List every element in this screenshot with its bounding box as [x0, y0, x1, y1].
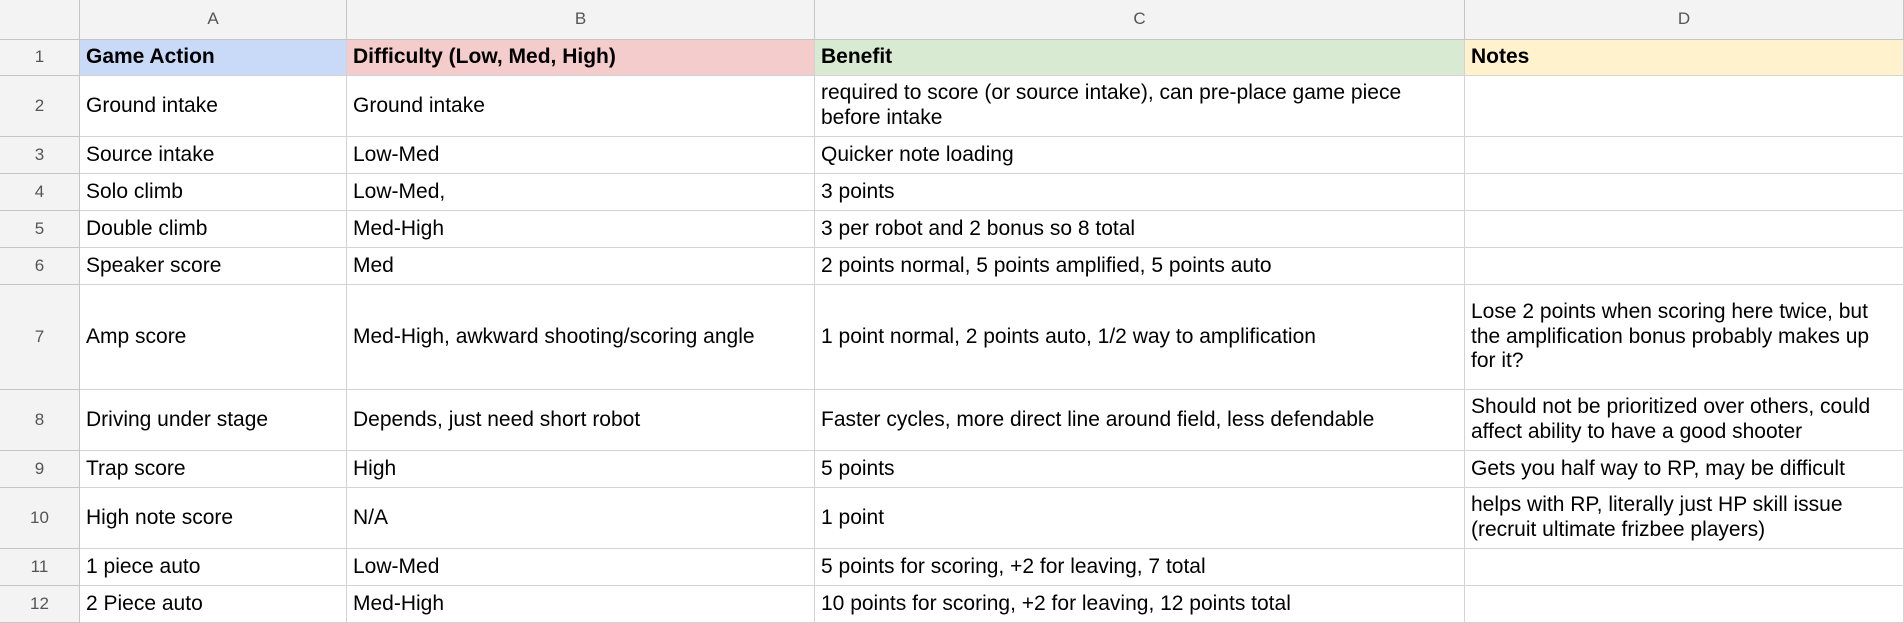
cell-a4[interactable]: Solo climb	[80, 174, 347, 211]
cell-c2[interactable]: required to score (or source intake), can pre-place game piece before intake	[815, 76, 1465, 137]
cell-d9[interactable]: Gets you half way to RP, may be difficult	[1465, 451, 1904, 488]
cell-c10[interactable]: 1 point	[815, 488, 1465, 549]
cell-a10[interactable]: High note score	[80, 488, 347, 549]
cell-b2[interactable]: Ground intake	[347, 76, 815, 137]
cell-b4[interactable]: Low-Med,	[347, 174, 815, 211]
cell-a7[interactable]: Amp score	[80, 285, 347, 390]
cell-a9[interactable]: Trap score	[80, 451, 347, 488]
cell-b7[interactable]: Med-High, awkward shooting/scoring angle	[347, 285, 815, 390]
row-header-7[interactable]: 7	[0, 285, 80, 390]
cell-a1[interactable]: Game Action	[80, 40, 347, 76]
column-header-a[interactable]: A	[80, 0, 347, 40]
cell-d3[interactable]	[1465, 137, 1904, 174]
cell-b9[interactable]: High	[347, 451, 815, 488]
cell-d10[interactable]: helps with RP, literally just HP skill issue (recruit ultimate frizbee players)	[1465, 488, 1904, 549]
cell-c1[interactable]: Benefit	[815, 40, 1465, 76]
cell-a8[interactable]: Driving under stage	[80, 390, 347, 451]
cell-a3[interactable]: Source intake	[80, 137, 347, 174]
select-all-corner[interactable]	[0, 0, 80, 40]
cell-b11[interactable]: Low-Med	[347, 549, 815, 586]
row-header-9[interactable]: 9	[0, 451, 80, 488]
cell-c3[interactable]: Quicker note loading	[815, 137, 1465, 174]
cell-a6[interactable]: Speaker score	[80, 248, 347, 285]
row-header-1[interactable]: 1	[0, 40, 80, 76]
cell-c9[interactable]: 5 points	[815, 451, 1465, 488]
row-header-11[interactable]: 11	[0, 549, 80, 586]
row-header-5[interactable]: 5	[0, 211, 80, 248]
cell-b8[interactable]: Depends, just need short robot	[347, 390, 815, 451]
cell-c6[interactable]: 2 points normal, 5 points amplified, 5 points auto	[815, 248, 1465, 285]
cell-d2[interactable]	[1465, 76, 1904, 137]
row-header-4[interactable]: 4	[0, 174, 80, 211]
row-header-6[interactable]: 6	[0, 248, 80, 285]
cell-d5[interactable]	[1465, 211, 1904, 248]
cell-d4[interactable]	[1465, 174, 1904, 211]
cell-b5[interactable]: Med-High	[347, 211, 815, 248]
cell-a2[interactable]: Ground intake	[80, 76, 347, 137]
cell-d12[interactable]	[1465, 586, 1904, 623]
cell-b3[interactable]: Low-Med	[347, 137, 815, 174]
cell-d7[interactable]: Lose 2 points when scoring here twice, but the amplification bonus probably makes up for it?	[1465, 285, 1904, 390]
cell-a11[interactable]: 1 piece auto	[80, 549, 347, 586]
row-header-8[interactable]: 8	[0, 390, 80, 451]
cell-a12[interactable]: 2 Piece auto	[80, 586, 347, 623]
cell-b12[interactable]: Med-High	[347, 586, 815, 623]
row-header-3[interactable]: 3	[0, 137, 80, 174]
cell-a5[interactable]: Double climb	[80, 211, 347, 248]
cell-d8[interactable]: Should not be prioritized over others, could affect ability to have a good shooter	[1465, 390, 1904, 451]
row-header-12[interactable]: 12	[0, 586, 80, 623]
cell-d11[interactable]	[1465, 549, 1904, 586]
cell-c5[interactable]: 3 per robot and 2 bonus so 8 total	[815, 211, 1465, 248]
cell-d1[interactable]: Notes	[1465, 40, 1904, 76]
cell-c12[interactable]: 10 points for scoring, +2 for leaving, 12 points total	[815, 586, 1465, 623]
column-header-c[interactable]: C	[815, 0, 1465, 40]
cell-c8[interactable]: Faster cycles, more direct line around field, less defendable	[815, 390, 1465, 451]
column-header-b[interactable]: B	[347, 0, 815, 40]
cell-c4[interactable]: 3 points	[815, 174, 1465, 211]
row-header-2[interactable]: 2	[0, 76, 80, 137]
cell-d6[interactable]	[1465, 248, 1904, 285]
cell-c7[interactable]: 1 point normal, 2 points auto, 1/2 way to amplification	[815, 285, 1465, 390]
cell-b1[interactable]: Difficulty (Low, Med, High)	[347, 40, 815, 76]
column-header-d[interactable]: D	[1465, 0, 1904, 40]
cell-b10[interactable]: N/A	[347, 488, 815, 549]
row-header-10[interactable]: 10	[0, 488, 80, 549]
cell-c11[interactable]: 5 points for scoring, +2 for leaving, 7 total	[815, 549, 1465, 586]
cell-b6[interactable]: Med	[347, 248, 815, 285]
